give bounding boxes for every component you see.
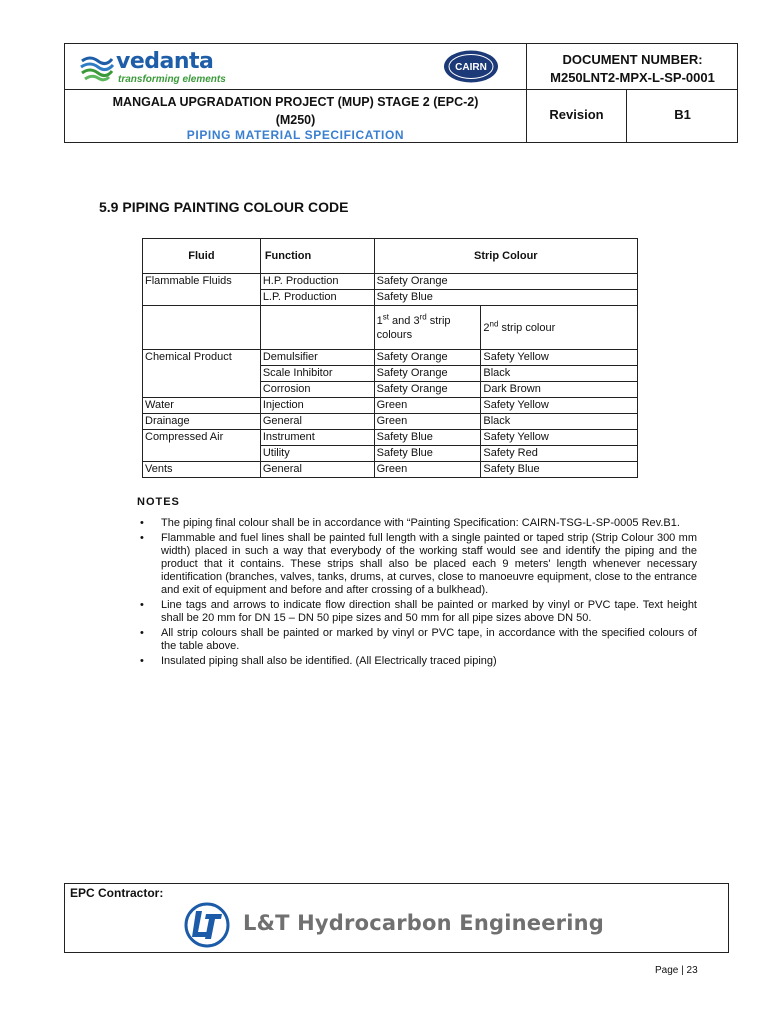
cell-empty [260, 306, 374, 350]
project-title [65, 93, 526, 129]
section-title: 5.9 PIPING PAINTING COLOUR CODE [99, 199, 349, 215]
spec-title: PIPING MATERIAL SPECIFICATION [186, 128, 405, 142]
table-header-row [143, 239, 638, 274]
cell-function: Injection [260, 398, 374, 414]
cell-fluid [143, 382, 261, 398]
cell-colour-1: Green [374, 398, 481, 414]
bullet-icon: • [140, 627, 144, 639]
revision-value: B1 [674, 107, 691, 122]
cell-colour-2: Safety Yellow [481, 350, 638, 366]
table-row [143, 430, 638, 446]
header-strip-colour: Strip Colour [374, 239, 637, 274]
cell-function: Corrosion [260, 382, 374, 398]
cell-colour-2: Safety Red [481, 446, 638, 462]
vedanta-tagline: transforming elements [118, 74, 226, 85]
project-title-line1: MANGALA UPGRADATION PROJECT (MUP) STAGE 2 (EPC-2) [112, 95, 479, 109]
document-number-label: DOCUMENT NUMBER: [562, 52, 703, 67]
cell-function: General [260, 414, 374, 430]
cell-function: Utility [260, 446, 374, 462]
table-row [143, 274, 638, 290]
cell-function: Demulsifier [260, 350, 374, 366]
cell-colour-1: Safety Blue [374, 430, 481, 446]
project-title-line2: (M250) [275, 113, 316, 127]
header-function: Function [260, 239, 374, 274]
subheader-first-third: 1st and 3rd strip colours [374, 306, 481, 350]
cell-fluid: Chemical Product [143, 350, 261, 366]
document-number-cell [527, 44, 738, 90]
cell-empty [143, 306, 261, 350]
contractor-name: L&T Hydrocarbon Engineering [243, 911, 605, 935]
colour-code-table [142, 238, 638, 478]
revision-label: Revision [549, 107, 604, 122]
lt-logo-icon [184, 902, 230, 948]
list-item: • Flammable and fuel lines shall be painted full length with a single painted or taped strip (Strip Colour 300 mm width) placed in such a way that everybody of the working staff would see and identify the piping and the product that it contains. These strips shall also be placed each 9 meters' length whenever necessary identification (branches, valves, tanks, drums, at curves, close to manoeuvre equipment, close to the entrance and exit of equipment and before and after crossing of a bulkhead). [140, 532, 697, 596]
cell-colour-1: Safety Orange [374, 366, 481, 382]
cell-fluid: Drainage [143, 414, 261, 430]
cell-colour: Safety Orange [374, 274, 637, 290]
page-number: Page | 23 [655, 965, 698, 976]
cell-fluid: Flammable Fluids [143, 274, 261, 290]
table-row [143, 350, 638, 366]
bullet-icon: • [140, 655, 144, 667]
notes-list [137, 517, 697, 670]
cell-colour-1: Safety Orange [374, 382, 481, 398]
list-item: • Line tags and arrows to indicate flow direction shall be painted or marked by vinyl or PVC tape. Text height shall be 20 mm for DN 15 – DN 50 pipe sizes and 50 mm for all pipe sizes above DN 50. [140, 599, 697, 624]
table-row [143, 290, 638, 306]
cell-colour-1: Safety Orange [374, 350, 481, 366]
cell-colour-2: Safety Yellow [481, 430, 638, 446]
table-row [143, 414, 638, 430]
document-header [64, 43, 738, 143]
bullet-icon: • [140, 517, 144, 529]
revision-label-cell [527, 90, 627, 143]
cell-colour: Safety Blue [374, 290, 637, 306]
cell-function: General [260, 462, 374, 478]
vedanta-wave-icon [78, 49, 114, 85]
logo-cell [65, 44, 527, 90]
cell-function: Instrument [260, 430, 374, 446]
cell-colour-2: Dark Brown [481, 382, 638, 398]
header-fluid: Fluid [143, 239, 261, 274]
cell-fluid [143, 366, 261, 382]
cell-fluid [143, 290, 261, 306]
cairn-name: CAIRN [455, 62, 487, 73]
cell-function: H.P. Production [260, 274, 374, 290]
vedanta-name: vedanta [116, 49, 214, 74]
epc-contractor-box [64, 883, 729, 953]
table-row [143, 382, 638, 398]
subheader-second: 2nd strip colour [481, 306, 638, 350]
revision-value-cell [627, 90, 738, 143]
cell-function: Scale Inhibitor [260, 366, 374, 382]
table-row [143, 462, 638, 478]
table-row [143, 398, 638, 414]
notes-heading: NOTES [137, 496, 180, 508]
list-item: • The piping final colour shall be in accordance with “Painting Specification: CAIRN-TSG-L-SP-0005 Rev.B1. [140, 517, 680, 529]
table-row [143, 446, 638, 462]
cell-fluid: Vents [143, 462, 261, 478]
cell-colour-2: Black [481, 414, 638, 430]
cell-colour-2: Safety Blue [481, 462, 638, 478]
cell-colour-2: Black [481, 366, 638, 382]
cairn-logo [443, 50, 499, 83]
cairn-emblem-icon [443, 50, 499, 83]
vedanta-logo [78, 49, 258, 87]
list-item: • All strip colours shall be painted or marked by vinyl or PVC tape, in accordance with the specified colours of the table above. [140, 627, 697, 652]
bullet-icon: • [140, 599, 144, 611]
cell-colour-1: Green [374, 462, 481, 478]
cell-fluid: Water [143, 398, 261, 414]
document-number: M250LNT2-MPX-L-SP-0001 [550, 70, 715, 85]
cell-function: L.P. Production [260, 290, 374, 306]
project-title-cell [65, 90, 527, 143]
cell-fluid: Compressed Air [143, 430, 261, 446]
cell-fluid [143, 446, 261, 462]
bullet-icon: • [140, 532, 144, 544]
cell-colour-1: Safety Blue [374, 446, 481, 462]
list-item: • Insulated piping shall also be identified. (All Electrically traced piping) [140, 655, 497, 667]
epc-contractor-label: EPC Contractor: [70, 886, 164, 900]
table-row [143, 366, 638, 382]
cell-colour-2: Safety Yellow [481, 398, 638, 414]
table-subheader-row [143, 306, 638, 350]
cell-colour-1: Green [374, 414, 481, 430]
